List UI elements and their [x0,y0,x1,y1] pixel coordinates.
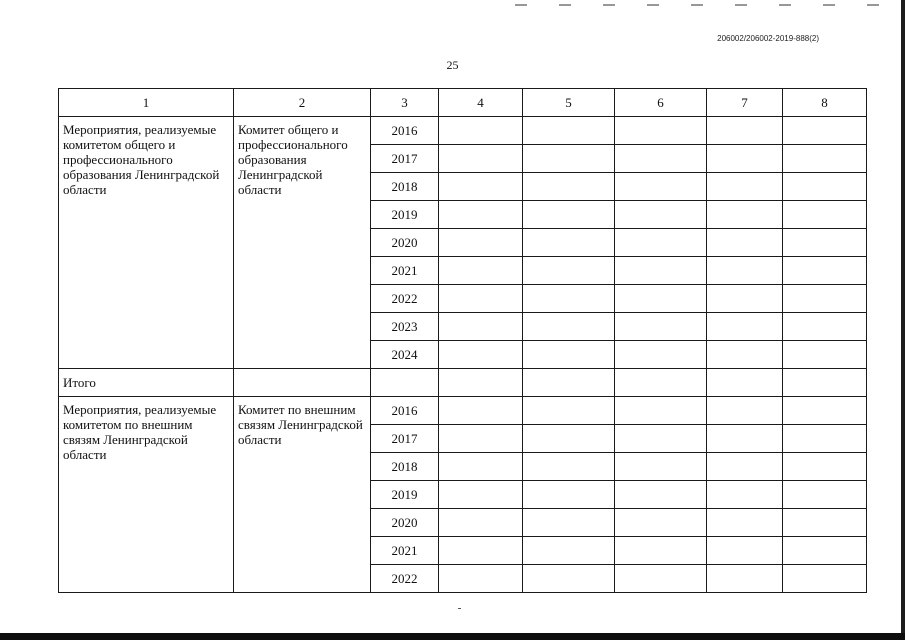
year-cell: 2021 [371,537,439,565]
value-cell [523,537,615,565]
value-cell [707,453,783,481]
value-cell [783,341,867,369]
value-cell [439,313,523,341]
value-cell [523,173,615,201]
value-cell [439,453,523,481]
value-cell [615,257,707,285]
header-row [59,89,867,117]
value-cell [523,229,615,257]
scan-bottom-edge [0,633,905,640]
measures-cell: Мероприятия, реализуемые комитетом по внешним связям Ленинградской области [59,397,234,593]
value-cell [783,565,867,593]
year-cell: 2020 [371,229,439,257]
value-cell [707,201,783,229]
value-cell [783,453,867,481]
value-cell [439,425,523,453]
value-cell [615,117,707,145]
value-cell [371,369,439,397]
value-cell [615,397,707,425]
value-cell [439,341,523,369]
value-cell [707,537,783,565]
year-cell: 2022 [371,565,439,593]
value-cell [523,369,615,397]
value-cell [783,257,867,285]
value-cell [523,425,615,453]
value-cell [783,537,867,565]
value-cell [707,425,783,453]
year-cell: 2024 [371,341,439,369]
value-cell [707,285,783,313]
value-cell [615,145,707,173]
value-cell [439,509,523,537]
header-cell: 7 [707,89,783,117]
year-cell: 2020 [371,509,439,537]
value-cell [615,285,707,313]
value-cell [783,369,867,397]
value-cell [234,369,371,397]
value-cell [707,145,783,173]
page-number: 25 [446,58,459,72]
year-cell: 2021 [371,257,439,285]
value-cell [523,509,615,537]
value-cell [439,565,523,593]
value-cell [615,369,707,397]
year-cell: 2017 [371,425,439,453]
value-cell [783,229,867,257]
value-cell [783,313,867,341]
value-cell [615,537,707,565]
value-cell [523,257,615,285]
value-cell [439,481,523,509]
header-cell: 6 [615,89,707,117]
header-cell: 2 [234,89,371,117]
value-cell [439,285,523,313]
value-cell [707,369,783,397]
value-cell [615,341,707,369]
scan-speck [458,608,461,609]
table-row [59,397,867,425]
value-cell [523,145,615,173]
value-cell [783,173,867,201]
value-cell [783,397,867,425]
value-cell [783,201,867,229]
value-cell [523,285,615,313]
value-cell [707,257,783,285]
value-cell [439,369,523,397]
program-table [58,88,867,593]
executor-cell: Комитет общего и профессионального образования Ленинградской области [234,117,371,369]
value-cell [523,453,615,481]
value-cell [615,173,707,201]
value-cell [707,341,783,369]
value-cell [523,397,615,425]
document-code: 206002/206002-2019-888(2) [717,34,819,43]
year-cell: 2017 [371,145,439,173]
value-cell [439,173,523,201]
value-cell [707,481,783,509]
value-cell [783,481,867,509]
scan-top-dashes [515,4,900,6]
year-cell: 2016 [371,397,439,425]
year-cell: 2022 [371,285,439,313]
year-cell: 2019 [371,481,439,509]
year-cell: 2016 [371,117,439,145]
value-cell [439,145,523,173]
value-cell [707,117,783,145]
value-cell [707,397,783,425]
header-cell: 4 [439,89,523,117]
value-cell [523,201,615,229]
value-cell [615,229,707,257]
value-cell [615,313,707,341]
value-cell [523,117,615,145]
total-row [59,369,867,397]
value-cell [439,537,523,565]
executor-cell: Комитет по внешним связям Ленинградской области [234,397,371,593]
total-label: Итого [59,369,234,397]
value-cell [783,145,867,173]
value-cell [707,509,783,537]
value-cell [615,201,707,229]
year-cell: 2019 [371,201,439,229]
value-cell [783,425,867,453]
value-cell [783,285,867,313]
value-cell [439,257,523,285]
year-cell: 2018 [371,173,439,201]
value-cell [615,565,707,593]
value-cell [439,117,523,145]
value-cell [615,425,707,453]
value-cell [783,117,867,145]
measures-cell: Мероприятия, реализуемые комитетом общего и профессионального образования Ленинградской области [59,117,234,369]
value-cell [439,397,523,425]
value-cell [439,201,523,229]
value-cell [615,509,707,537]
value-cell [523,341,615,369]
scan-right-edge [901,0,905,640]
header-cell: 1 [59,89,234,117]
value-cell [707,313,783,341]
value-cell [707,565,783,593]
value-cell [783,509,867,537]
header-cell: 8 [783,89,867,117]
table-row [59,117,867,145]
value-cell [707,173,783,201]
year-cell: 2018 [371,453,439,481]
value-cell [707,229,783,257]
value-cell [615,453,707,481]
value-cell [615,481,707,509]
header-cell: 3 [371,89,439,117]
year-cell: 2023 [371,313,439,341]
value-cell [523,565,615,593]
value-cell [523,313,615,341]
header-cell: 5 [523,89,615,117]
value-cell [439,229,523,257]
value-cell [523,481,615,509]
